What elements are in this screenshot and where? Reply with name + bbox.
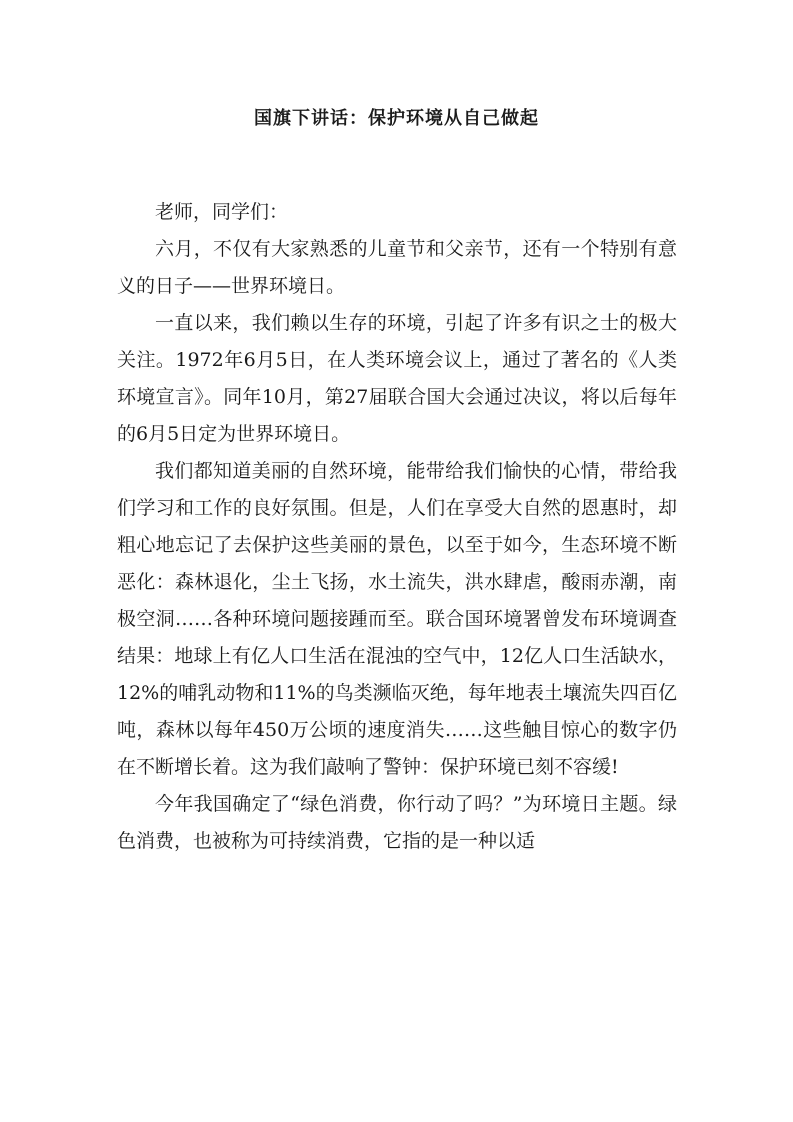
document-body [117,194,677,860]
paragraph: 一直以来，我们赖以生存的环境，引起了许多有识之士的极大关注。1972年6月5日，在人类环境会议上，通过了著名的《人类环境宣言》。同年10月，第27届联合国大会通过决议，将以后每年的6月5日定为世界环境日。 [117,312,677,445]
paragraph: 老师，同学们： [155,201,289,223]
paragraph: 今年我国确定了“绿色消费，你行动了吗？”为环境日主题。绿色消费，也被称为可持续消费，它指的是一种以适 [117,793,677,852]
paragraph: 我们都知道美丽的自然环境，能带给我们愉快的心情，带给我们学习和工作的良好氛围。但是，人们在享受大自然的恩惠时，却粗心地忘记了去保护这些美丽的景色，以至于如今，生态环境不断恶化：森林退化，尘土飞扬，水土流失，洪水肆虐，酸雨赤潮，南极空洞……各种环境问题接踵而至。联合国环境署曾发布环境调查结果：地球上有亿人口生活在混浊的空气中，12亿人口生活缺水，12%的哺乳动物和11%的鸟类濒临灭绝，每年地表土壤流失四百亿吨，森林以每年450万公顷的速度消失……这些触目惊心的数字仍在不断增长着。这为我们敲响了警钟：保护环境已刻不容缓! [117,460,677,778]
document-title: 国旗下讲话：保护环境从自己做起 [254,108,539,129]
paragraph: 六月，不仅有大家熟悉的儿童节和父亲节，还有一个特别有意义的日子——世界环境日。 [117,238,677,297]
